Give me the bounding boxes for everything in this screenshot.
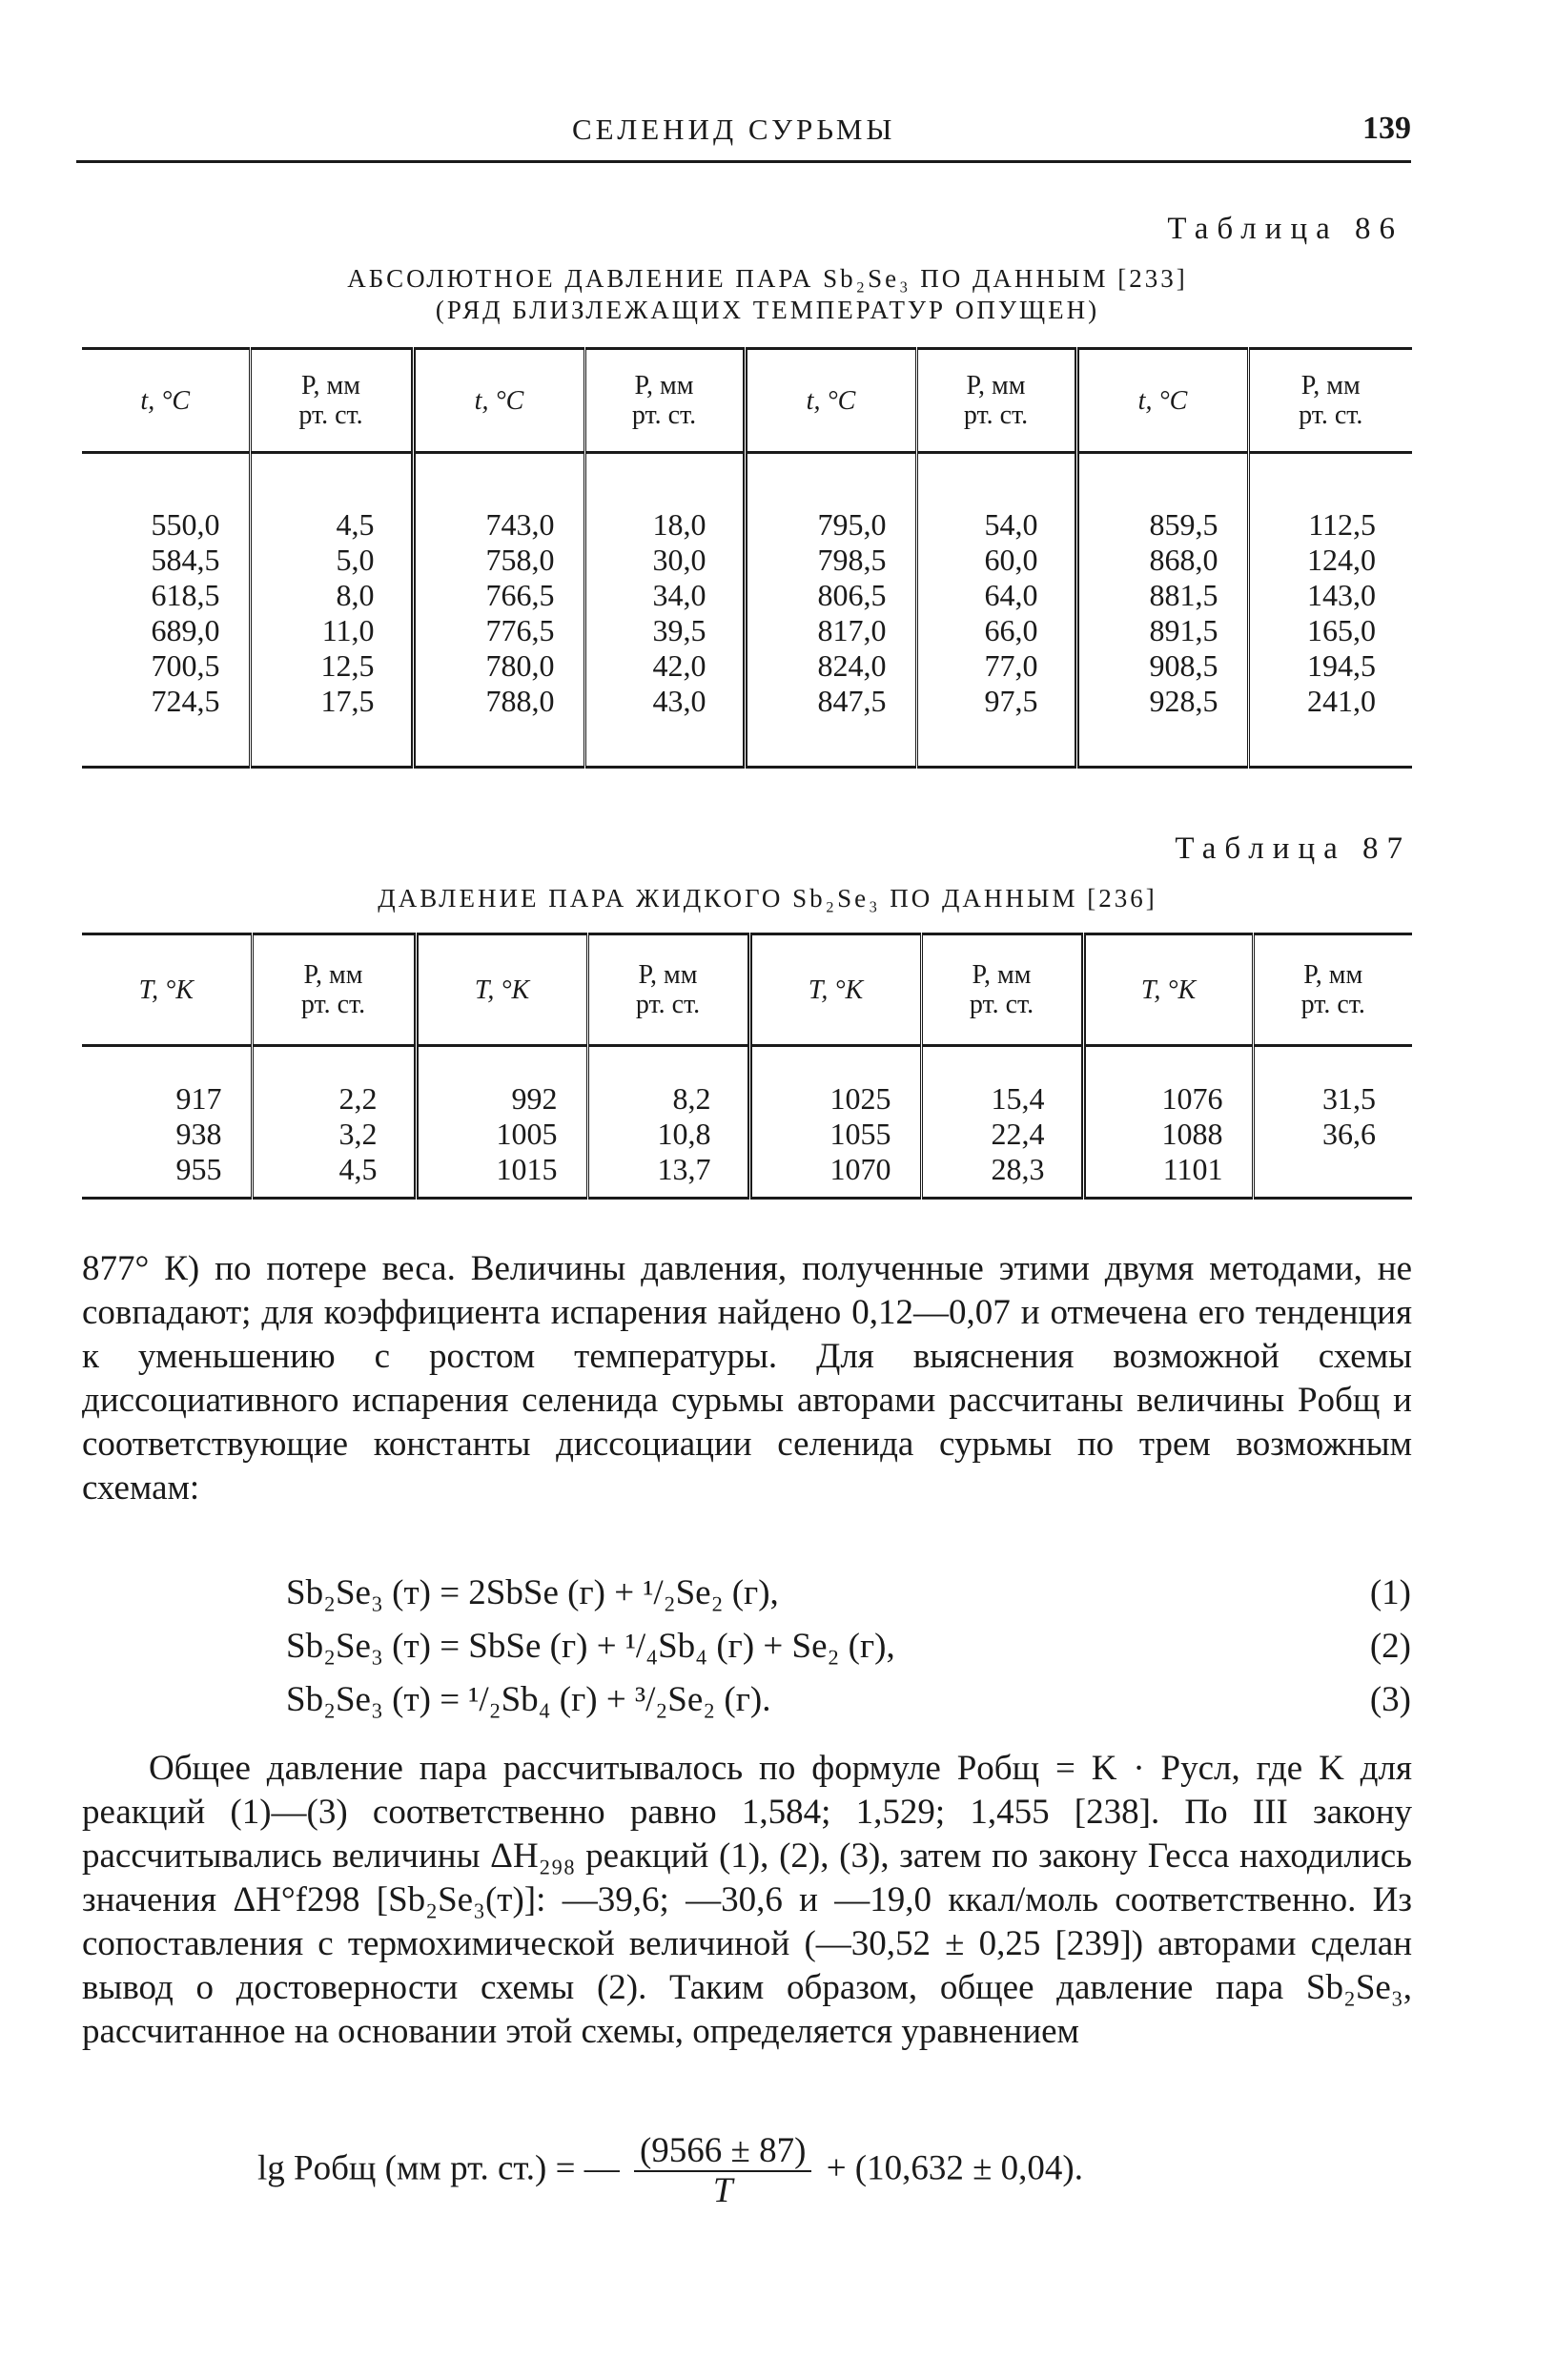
table-cell-value: 817,0 — [817, 613, 887, 647]
formula-fraction — [634, 2132, 811, 2210]
table-cell-value: 868,0 — [1149, 543, 1218, 577]
table-cell-value: 1055 — [829, 1117, 891, 1151]
table-cell-value: 97,5 — [984, 684, 1038, 718]
table-87-col-p3 — [921, 1046, 1083, 1199]
equation-2-number: (2) — [1369, 1627, 1411, 1666]
col-header-p-line2: рт. ст. — [963, 400, 1029, 430]
equation-2-text: Sb₂Se₃ (т) = SbSe (г) + ¹/₄Sb₄ (г) + Se₂ (г), — [286, 1627, 895, 1666]
table-cell-value: 112,5 — [1308, 507, 1376, 542]
table-cell-value — [1255, 1152, 1377, 1187]
table-cell-value: 881,5 — [1149, 578, 1218, 612]
col-header-p — [250, 349, 413, 453]
equation-3 — [286, 1678, 1411, 1722]
col-header-p-line1: P, мм — [301, 371, 360, 400]
running-head — [76, 113, 1411, 160]
paragraph-1-text: 877° К) по потере веса. Величины давления, полученные этими двумя методами, не совпадают; для коэффициента испарения найдено 0,12—0,07 и отмечена его тенденция к уменьшению с ростом температуры. Для выяснения возможной схемы диссоциативного испарения селенида сурьмы авторами рассчитаны величины Pобщ и соответствующие константы диссоциации селенида сурьмы по трем возможным схемам: — [82, 1249, 1412, 1508]
paragraph-2-text: Общее давление пара рассчитывалось по формуле Pобщ = K · Pусл, где K для реакций (1)—(3) соответственно равно 1,584; 1,529; 1,455 [238]. По III закону рассчитывались величины ΔH₂₉₈ реакций (1), (2), (3), затем по закону Гесса находились значения ΔH°f298 [Sb₂Se₃(т)]: —39,6; —30,6 и —19,0 ккал/моль соответственно. Из сопоставления с термохимической величиной (—30,52 ± 0,25 [239]) авторами сделан вывод о достоверности схемы (2). Таким образом, общее давление пара Sb₂Se₃, рассчитанное на основании этой схемы, определяется уравнением — [82, 1749, 1412, 2051]
table-cell-value: 859,5 — [1149, 507, 1218, 542]
table-cell-value: 241,0 — [1307, 684, 1376, 718]
table-cell-value: 2,2 — [338, 1081, 378, 1116]
table-cell-value: 928,5 — [1149, 684, 1218, 718]
col-header-T — [1083, 934, 1253, 1046]
table-87-body-row — [82, 1046, 1412, 1199]
table-cell-value: 806,5 — [817, 578, 887, 612]
table-cell-value: 194,5 — [1307, 648, 1376, 683]
table-cell-value: 15,4 — [991, 1081, 1045, 1116]
page-number: 139 — [1362, 111, 1411, 146]
col-header-t-text: t, °С — [1137, 385, 1188, 416]
running-title: СЕЛЕНИД СУРЬМЫ — [572, 113, 896, 146]
table-86-col-t4 — [1076, 453, 1248, 768]
table-cell-value: 795,0 — [817, 507, 887, 542]
table-86-col-p1 — [250, 453, 413, 768]
table-86-caption — [219, 263, 1316, 326]
col-header-p-line1: P, мм — [966, 371, 1026, 400]
table-86-header-row — [82, 349, 1412, 453]
col-header-T-text: T, °К — [138, 975, 194, 1005]
table-cell-value: 77,0 — [984, 648, 1038, 683]
col-header-t — [1076, 349, 1248, 453]
col-header-p-line1: P, мм — [303, 960, 363, 990]
table-cell-value: 689,0 — [151, 613, 220, 647]
table-87 — [82, 933, 1412, 1200]
table-86-col-p2 — [584, 453, 745, 768]
col-header-p — [916, 349, 1076, 453]
col-header-p-line2: рт. ст. — [300, 990, 366, 1019]
table-86-label: Таблица 86 — [1167, 212, 1403, 246]
col-header-p — [921, 934, 1083, 1046]
paragraph-1 — [82, 1247, 1412, 1510]
table-cell-value: 758,0 — [485, 543, 555, 577]
col-header-p-line1: P, мм — [1300, 371, 1361, 400]
table-cell-value: 1101 — [1162, 1152, 1223, 1186]
equation-1-text: Sb₂Se₃ (т) = 2SbSe (г) + ¹/₂Se₂ (г), — [286, 1573, 779, 1612]
table-cell-value: 42,0 — [652, 648, 706, 683]
table-87-col-t2 — [416, 1046, 587, 1199]
col-header-T-text: T, °К — [474, 975, 530, 1005]
table-cell-value: 1025 — [829, 1081, 891, 1116]
table-cell-value: 550,0 — [151, 507, 220, 542]
col-header-T-text: T, °К — [1140, 975, 1197, 1005]
col-header-T — [82, 934, 252, 1046]
table-cell-value: 36,6 — [1322, 1117, 1376, 1151]
table-cell-value: 1088 — [1161, 1117, 1223, 1151]
table-86-col-t1 — [82, 453, 250, 768]
col-header-T — [749, 934, 921, 1046]
table-cell-value: 43,0 — [652, 684, 706, 718]
table-cell-value: 908,5 — [1149, 648, 1218, 683]
table-86-col-t2 — [413, 453, 584, 768]
table-cell-value: 3,2 — [338, 1117, 378, 1151]
table-87-col-t1 — [82, 1046, 252, 1199]
table-cell-value: 54,0 — [984, 507, 1038, 542]
col-header-t — [413, 349, 584, 453]
col-header-p-line1: P, мм — [638, 960, 698, 990]
col-header-T-text: T, °К — [808, 975, 864, 1005]
table-cell-value: 824,0 — [817, 648, 887, 683]
table-cell-value: 13,7 — [657, 1152, 711, 1186]
table-cell-value: 847,5 — [817, 684, 887, 718]
table-cell-value: 938 — [175, 1117, 222, 1151]
vapor-pressure-formula — [257, 2132, 1306, 2218]
col-header-p — [584, 349, 745, 453]
col-header-p-line2: рт. ст. — [969, 990, 1034, 1019]
table-cell-value: 724,5 — [151, 684, 220, 718]
col-header-p-line1: P, мм — [1303, 960, 1363, 990]
table-87-col-p4 — [1253, 1046, 1412, 1199]
table-86-col-t3 — [745, 453, 916, 768]
table-86-body-row — [82, 453, 1412, 768]
equation-3-number: (3) — [1369, 1680, 1411, 1719]
formula-rhs: + (10,632 ± 0,04). — [826, 2148, 1084, 2188]
table-cell-value: 64,0 — [984, 578, 1038, 612]
col-header-t-text: t, °С — [806, 385, 856, 416]
col-header-p — [252, 934, 416, 1046]
table-87-caption: ДАВЛЕНИЕ ПАРА ЖИДКОГО Sb₂Se₃ ПО ДАННЫМ [236] — [378, 884, 1157, 913]
col-header-p — [1253, 934, 1412, 1046]
table-86-col-p3 — [916, 453, 1076, 768]
col-header-p-line1: P, мм — [634, 371, 694, 400]
formula-numerator: (9566 ± 87) — [634, 2132, 811, 2172]
table-cell-value: 8,0 — [336, 578, 375, 612]
table-cell-value: 618,5 — [151, 578, 220, 612]
table-87-col-t3 — [749, 1046, 921, 1199]
table-cell-value: 28,3 — [991, 1152, 1045, 1186]
col-header-t — [745, 349, 916, 453]
col-header-p — [587, 934, 749, 1046]
table-cell-value: 798,5 — [817, 543, 887, 577]
col-header-T — [416, 934, 587, 1046]
table-cell-value: 39,5 — [652, 613, 706, 647]
table-cell-value: 18,0 — [652, 507, 706, 542]
table-cell-value: 17,5 — [320, 684, 375, 718]
table-86-col-p4 — [1248, 453, 1412, 768]
table-87-header-row — [82, 934, 1412, 1046]
table-cell-value: 143,0 — [1307, 578, 1376, 612]
table-cell-value: 60,0 — [984, 543, 1038, 577]
table-87-col-t4 — [1083, 1046, 1253, 1199]
col-header-p-line2: рт. ст. — [1299, 400, 1363, 430]
table-87-col-p2 — [587, 1046, 749, 1199]
equation-1-number: (1) — [1369, 1573, 1411, 1612]
table-cell-value: 743,0 — [485, 507, 555, 542]
table-cell-value: 4,5 — [336, 507, 375, 542]
table-cell-value: 12,5 — [320, 648, 375, 683]
formula-lhs: lg Pобщ (мм рт. ст.) = — — [257, 2148, 620, 2188]
col-header-p-line1: P, мм — [972, 960, 1032, 990]
table-cell-value: 891,5 — [1149, 613, 1218, 647]
table-cell-value: 992 — [511, 1081, 558, 1116]
table-cell-value: 8,2 — [672, 1081, 711, 1116]
table-cell-value: 700,5 — [151, 648, 220, 683]
col-header-p — [1248, 349, 1412, 453]
table-cell-value: 780,0 — [485, 648, 555, 683]
table-cell-value: 584,5 — [151, 543, 220, 577]
table-cell-value: 955 — [175, 1152, 222, 1186]
table-cell-value: 776,5 — [485, 613, 555, 647]
table-87-col-p1 — [252, 1046, 416, 1199]
col-header-p-line2: рт. ст. — [631, 400, 697, 430]
table-86 — [82, 347, 1412, 769]
table-cell-value: 4,5 — [338, 1152, 378, 1186]
table-cell-value: 788,0 — [485, 684, 555, 718]
table-86-caption-line1: АБСОЛЮТНОЕ ДАВЛЕНИЕ ПАРА Sb₂Se₃ ПО ДАННЫМ [233] — [347, 264, 1188, 293]
col-header-p-line2: рт. ст. — [1300, 990, 1365, 1019]
table-cell-value: 5,0 — [336, 543, 375, 577]
table-cell-value: 1076 — [1161, 1081, 1223, 1116]
table-cell-value: 30,0 — [652, 543, 706, 577]
table-cell-value: 34,0 — [652, 578, 706, 612]
table-cell-value: 11,0 — [321, 613, 375, 647]
col-header-p-line2: рт. ст. — [635, 990, 701, 1019]
col-header-t-text: t, °С — [474, 385, 524, 416]
table-cell-value: 22,4 — [991, 1117, 1045, 1151]
table-cell-value: 1015 — [496, 1152, 558, 1186]
equation-2 — [286, 1625, 1411, 1669]
table-cell-value: 10,8 — [657, 1117, 711, 1151]
table-cell-value: 917 — [175, 1081, 222, 1116]
table-cell-value: 31,5 — [1322, 1081, 1376, 1116]
table-cell-value: 1005 — [496, 1117, 558, 1151]
col-header-p-line2: рт. ст. — [298, 400, 363, 430]
table-87-label: Таблица 87 — [1175, 831, 1411, 866]
col-header-t — [82, 349, 250, 453]
paragraph-2 — [82, 1747, 1412, 2054]
table-cell-value: 766,5 — [485, 578, 555, 612]
col-header-t-text: t, °С — [140, 385, 191, 416]
table-cell-value: 124,0 — [1307, 543, 1376, 577]
table-86-caption-line2: (РЯД БЛИЗЛЕЖАЩИХ ТЕМПЕРАТУР ОПУЩЕН) — [435, 296, 1100, 324]
equation-3-text: Sb₂Se₃ (т) = ¹/₂Sb₄ (г) + ³/₂Se₂ (г). — [286, 1680, 771, 1719]
formula-denominator: T — [712, 2171, 733, 2210]
table-cell-value: 1070 — [829, 1152, 891, 1186]
header-rule — [76, 160, 1411, 163]
table-cell-value: 66,0 — [984, 613, 1038, 647]
table-cell-value: 165,0 — [1307, 613, 1376, 647]
equation-1 — [286, 1571, 1411, 1615]
